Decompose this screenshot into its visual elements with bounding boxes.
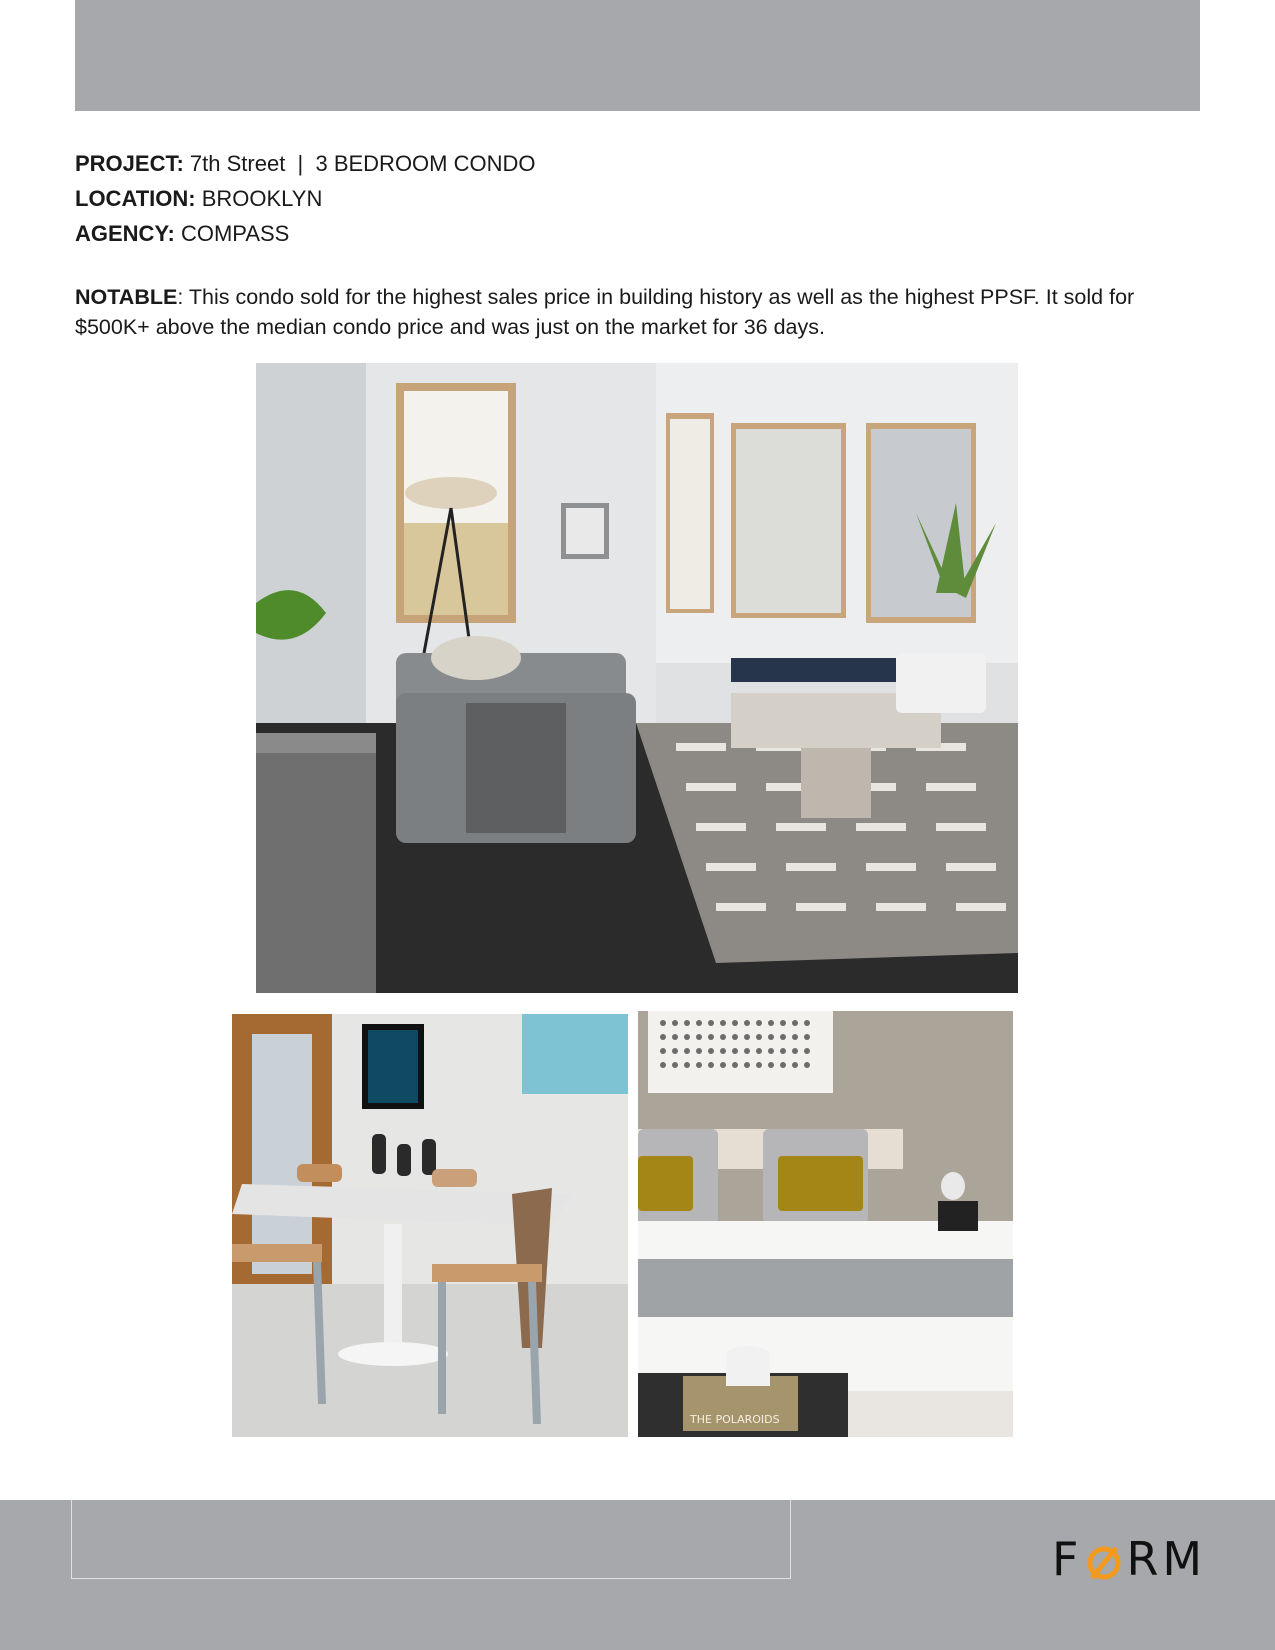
project-line [75,146,536,181]
project-label: PROJECT: [75,151,184,176]
dining-room-photo [232,1014,628,1437]
location-label: LOCATION: [75,186,196,211]
notable-label: NOTABLE [75,285,178,309]
bedroom-photo [638,1011,1013,1437]
project-details [75,146,536,251]
agency-value: COMPASS [180,221,290,246]
agency-label: AGENCY: [75,221,175,246]
book-title: THE POLAROIDS [690,1413,780,1426]
location-value: BROOKLYN [201,186,323,211]
notable-paragraph [75,282,1205,342]
living-room-photo [256,363,1018,993]
logo-o-mark-icon [1086,1539,1122,1579]
form-logo [1052,1532,1206,1586]
agency-line [75,216,536,251]
project-value: 7th Street | 3 BEDROOM CONDO [189,151,536,176]
logo-letter-f: F [1052,1532,1083,1586]
notable-text: : This condo sold for the highest sales price in building history as well as the highest PPSF. It sold for $500K+ above the median condo price and was just on the market for 36 days. [75,285,1135,339]
footer-bar [0,1500,1275,1650]
logo-letters-rm: RM [1126,1532,1207,1586]
top-banner [75,0,1200,111]
footer-outline-box [71,1500,791,1579]
location-line [75,181,536,216]
